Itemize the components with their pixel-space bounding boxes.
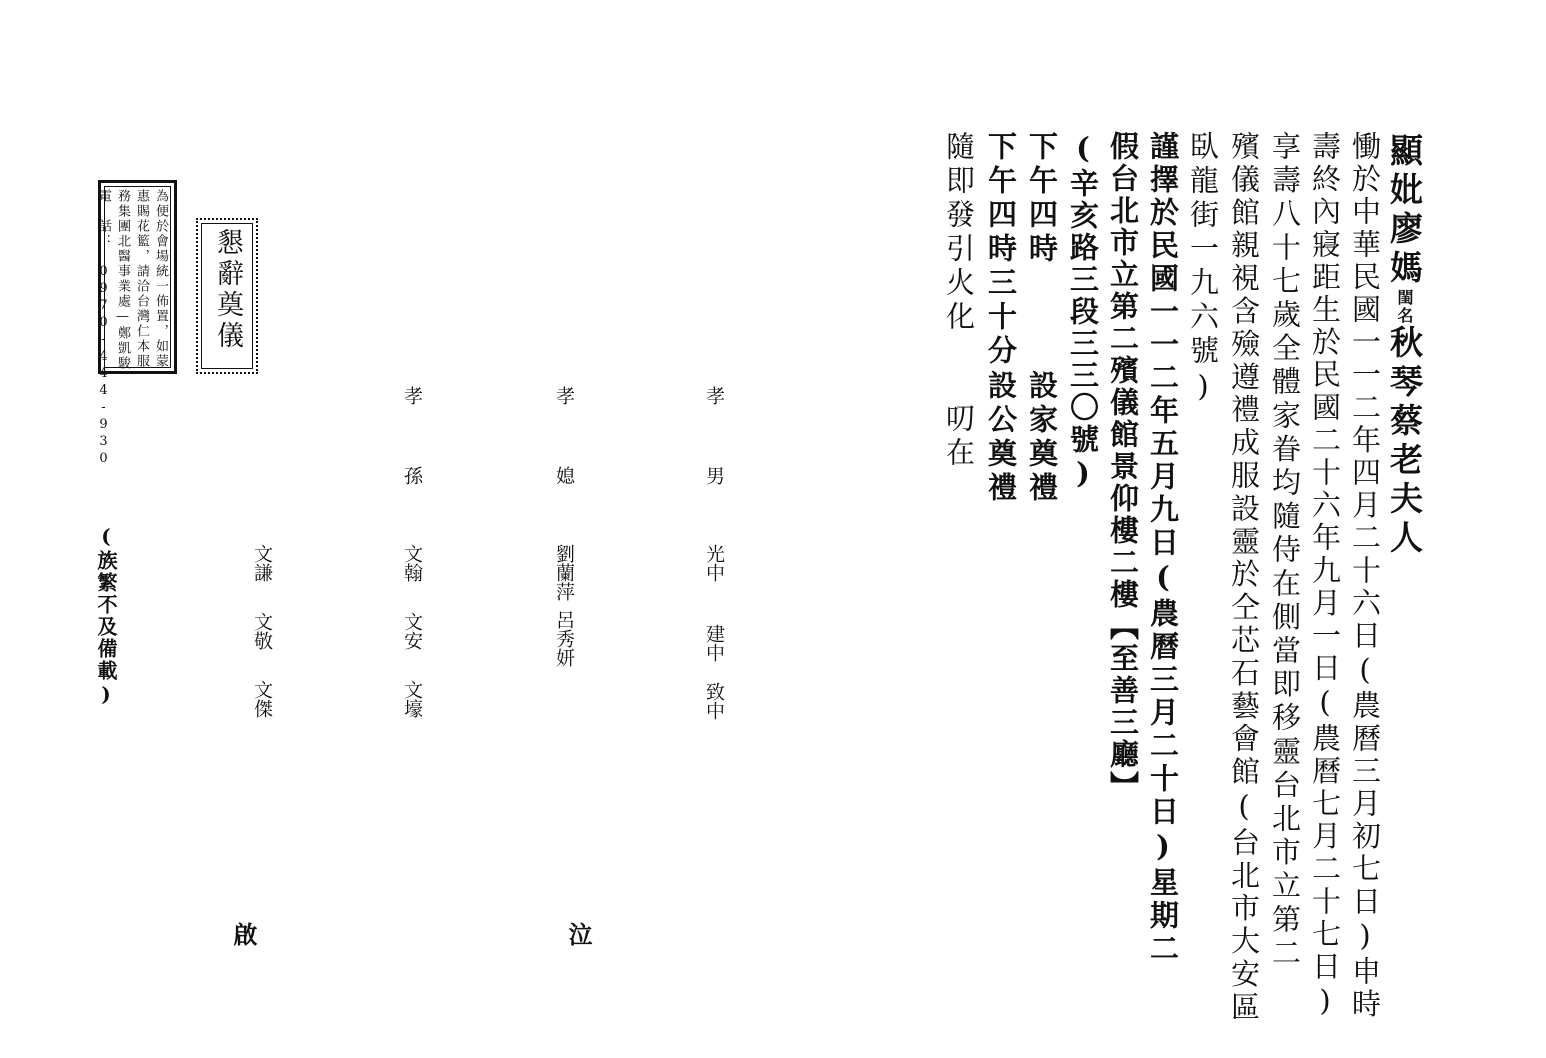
- grandson-name-1: 文翰: [401, 544, 423, 582]
- sons-relation: 男: [703, 466, 725, 485]
- weep-mark: 泣: [564, 922, 593, 946]
- grandson-name-4: 文謙: [251, 544, 273, 582]
- flower-notice-line-3: 務集團北醫事業處—鄭凱駿: [115, 189, 130, 371]
- daughter-in-law-name-2: 呂秀妍: [553, 610, 575, 667]
- grandson-name-2: 文安: [401, 612, 423, 650]
- grandsons-relation: 孫: [401, 466, 423, 485]
- obituary-line-2: 慟於中華民國一一二年四月二十六日(農曆三月初七日)申時: [1348, 131, 1382, 1022]
- decline-gift-box: [196, 218, 258, 374]
- grandson-name-5: 文敬: [251, 612, 273, 650]
- flower-notice-line-1: 為便於會場統一佈置，如蒙: [153, 189, 168, 369]
- obituary-line-4: 享壽八十七歲全體家眷均隨侍在側當即移靈台北市立第二: [1268, 131, 1302, 971]
- obituary-line-5: 殯儀館親視含殮遵禮成服設靈於仝芯石藝會館(台北市大安區: [1227, 131, 1261, 1025]
- deceased-name: 秋琴蔡老夫人: [1385, 325, 1424, 559]
- grandson-name-3: 文壕: [401, 680, 423, 718]
- obituary-line-12-a: 隨即發引火化: [942, 131, 976, 335]
- son-name-2: 建中: [703, 624, 725, 662]
- obituary-line-12-b: 叨在: [942, 403, 976, 471]
- maiden-name-label: 閨名: [1395, 289, 1414, 325]
- obituary-title-column: [1385, 133, 1424, 559]
- decline-gift-text: 懇辭奠儀: [212, 228, 243, 352]
- announce-mark: 啟: [229, 922, 258, 946]
- flower-notice-box: [96, 180, 177, 468]
- obituary-line-11-event: 設公奠禮: [984, 370, 1018, 506]
- son-name-1: 光中: [703, 544, 725, 582]
- daughter-in-law-name-1: 劉蘭萍: [553, 544, 575, 601]
- obituary-line-6: 臥龍街一九六號): [1186, 131, 1220, 408]
- daughters-in-law-relation: 媳: [553, 466, 575, 485]
- deceased-prefix: 顯妣廖媽: [1385, 133, 1424, 289]
- flower-notice-text: [94, 189, 170, 468]
- obituary-line-10-time: 下午四時: [1025, 131, 1059, 267]
- sons-role: 孝: [703, 386, 725, 405]
- flower-notice-line-2: 惠賜花籃，請洽台灣仁本服: [134, 189, 149, 369]
- grandson-name-6: 文傑: [251, 680, 273, 718]
- obituary-line-8: 假台北市立第二殯儀館景仰樓二樓【至善三廳】: [1106, 131, 1140, 803]
- grandsons-role: 孝: [401, 386, 423, 405]
- obituary-line-9: (辛亥路三段三三〇號): [1066, 131, 1100, 493]
- obituary-line-11-time: 下午四時三十分: [984, 131, 1018, 369]
- flower-notice-line-4: 電 話： 0970-444-930: [96, 189, 111, 468]
- footnote-family-not-listed: (族繁不及備載): [94, 524, 118, 708]
- obituary-line-10-event: 設家奠禮: [1025, 370, 1059, 506]
- obituary-line-3: 壽終內寢距生於民國二十六年九月一日(農曆七月二十七日): [1308, 131, 1342, 1022]
- son-name-3: 致中: [703, 682, 725, 720]
- daughters-in-law-role: 孝: [553, 386, 575, 405]
- obituary-line-7: 謹擇於民國一一二年五月九日(農曆三月二十日)星期二: [1146, 131, 1180, 966]
